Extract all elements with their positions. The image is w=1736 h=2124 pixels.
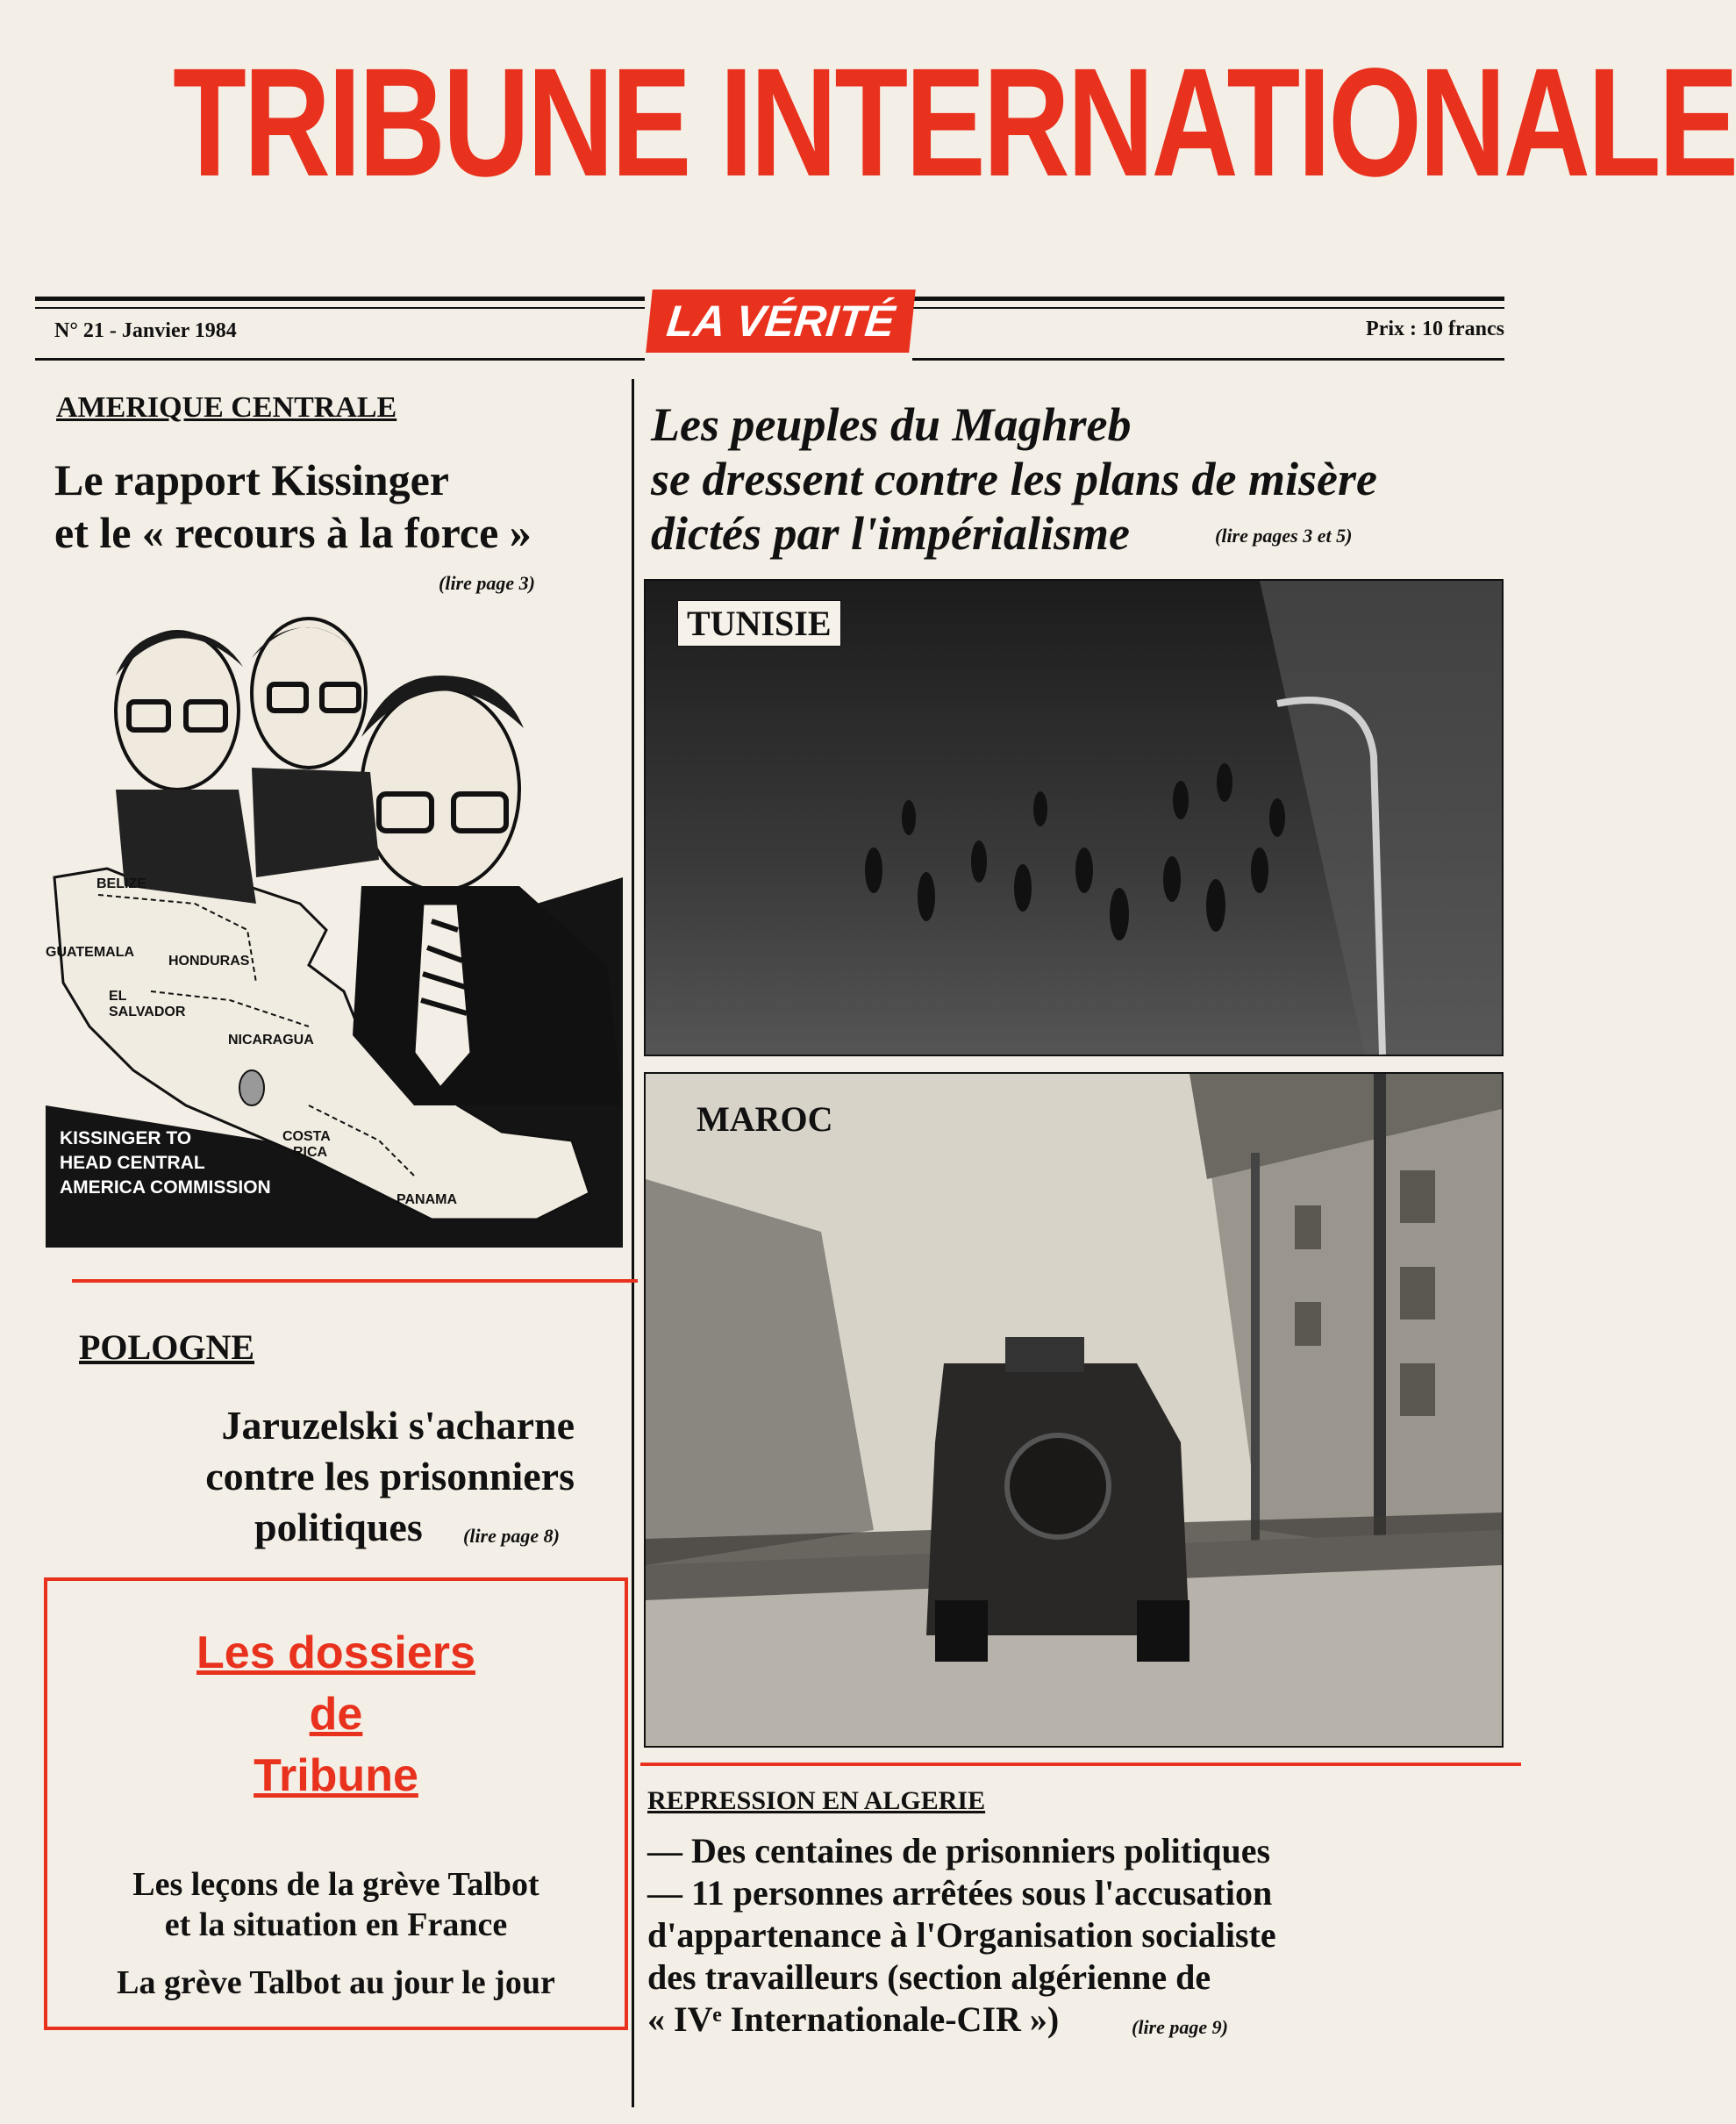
divider-red-right [640,1763,1521,1766]
pologne-kicker: POLOGNE [79,1327,255,1367]
maghreb-headline-3: dictés par l'impérialisme [651,507,1130,560]
algerie-line-5: « IVᵉ Internationale-CIR ») [647,1999,1060,2039]
algerie-line-4: des travailleurs (section algérienne de [647,1957,1211,1997]
pologne-headline-3: politiques [254,1505,423,1549]
map-label-rica: RICA [293,1145,328,1160]
maghreb-ref: (lire pages 3 et 5) [1215,525,1353,547]
map-label-salvador: SALVADOR [109,1005,186,1019]
masthead-rule-right-low [912,358,1504,361]
map-label-nicaragua: NICARAGUA [228,1033,314,1048]
amerique-headline-1: Le rapport Kissinger [54,455,449,504]
kissinger-cartoon [46,614,623,1248]
amerique-kicker: AMERIQUE CENTRALE [56,391,397,424]
photo-maroc [644,1072,1504,1748]
masthead-rule-left-thin [35,307,645,309]
photo-label-tunisie: TUNISIE [677,600,841,647]
algerie-line-2: — 11 personnes arrêtées sous l'accusation [647,1873,1273,1913]
masthead-title: TRIBUNE INTERNATIONALE [173,37,1736,209]
pologne-headline-2: contre les prisonniers [205,1454,575,1498]
algerie-line-3: d'appartenance à l'Organisation socialiste [647,1915,1276,1955]
masthead-rule-right-thin [912,307,1504,309]
cartoon-drawing [46,614,623,1248]
map-label-belize: BELIZE [96,876,146,891]
map-label-el: EL [109,989,127,1004]
algerie-kicker: REPRESSION EN ALGERIE [647,1786,986,1815]
maghreb-headline-1: Les peuples du Maghreb [651,398,1132,451]
photo-tunisie-image [646,581,1502,1055]
masthead-subtitle: LA VÉRITÉ [646,290,916,353]
map-label-guatemala: GUATEMALA [46,945,135,960]
algerie-ref: (lire page 9) [1132,2016,1228,2038]
maghreb-headline-2: se dressent contre les plans de misère [651,453,1377,505]
dossiers-item-1b: et la situation en France [164,1906,508,1943]
dossiers-title-2: de [309,1689,363,1740]
masthead-rule-left-low [35,358,645,361]
dossiers-item-2: La grève Talbot au jour le jour [117,1964,555,2001]
photo-maroc-image [646,1074,1502,1746]
algerie-line-1: — Des centaines de prisonniers politiques [647,1831,1271,1870]
cartoon-caption-1: KISSINGER TO [60,1128,192,1148]
map-label-honduras: HONDURAS [168,954,250,969]
divider-red-left [72,1279,638,1283]
masthead-rule-right [912,297,1504,301]
dossiers-title-3: Tribune [254,1750,418,1801]
masthead-rule-left [35,297,645,301]
dossiers-title-1: Les dossiers [196,1627,475,1678]
amerique-ref: (lire page 3) [439,572,535,594]
pologne-ref: (lire page 8) [463,1525,560,1547]
dossiers-item-1a: Les leçons de la grève Talbot [132,1866,539,1903]
price: Prix : 10 francs [1366,318,1504,340]
photo-tunisie [644,579,1504,1056]
column-divider [632,379,634,2107]
amerique-headline-2: et le « recours à la force » [54,508,532,557]
issue-number: N° 21 - Janvier 1984 [54,319,237,342]
cartoon-caption-3: AMERICA COMMISSION [60,1177,271,1198]
photo-label-maroc: MAROC [697,1099,833,1139]
cartoon-caption-2: HEAD CENTRAL [60,1153,205,1173]
map-label-costa: COSTA [282,1129,331,1144]
pologne-headline-1: Jaruzelski s'acharne [221,1403,575,1448]
map-label-panama: PANAMA [396,1192,458,1207]
